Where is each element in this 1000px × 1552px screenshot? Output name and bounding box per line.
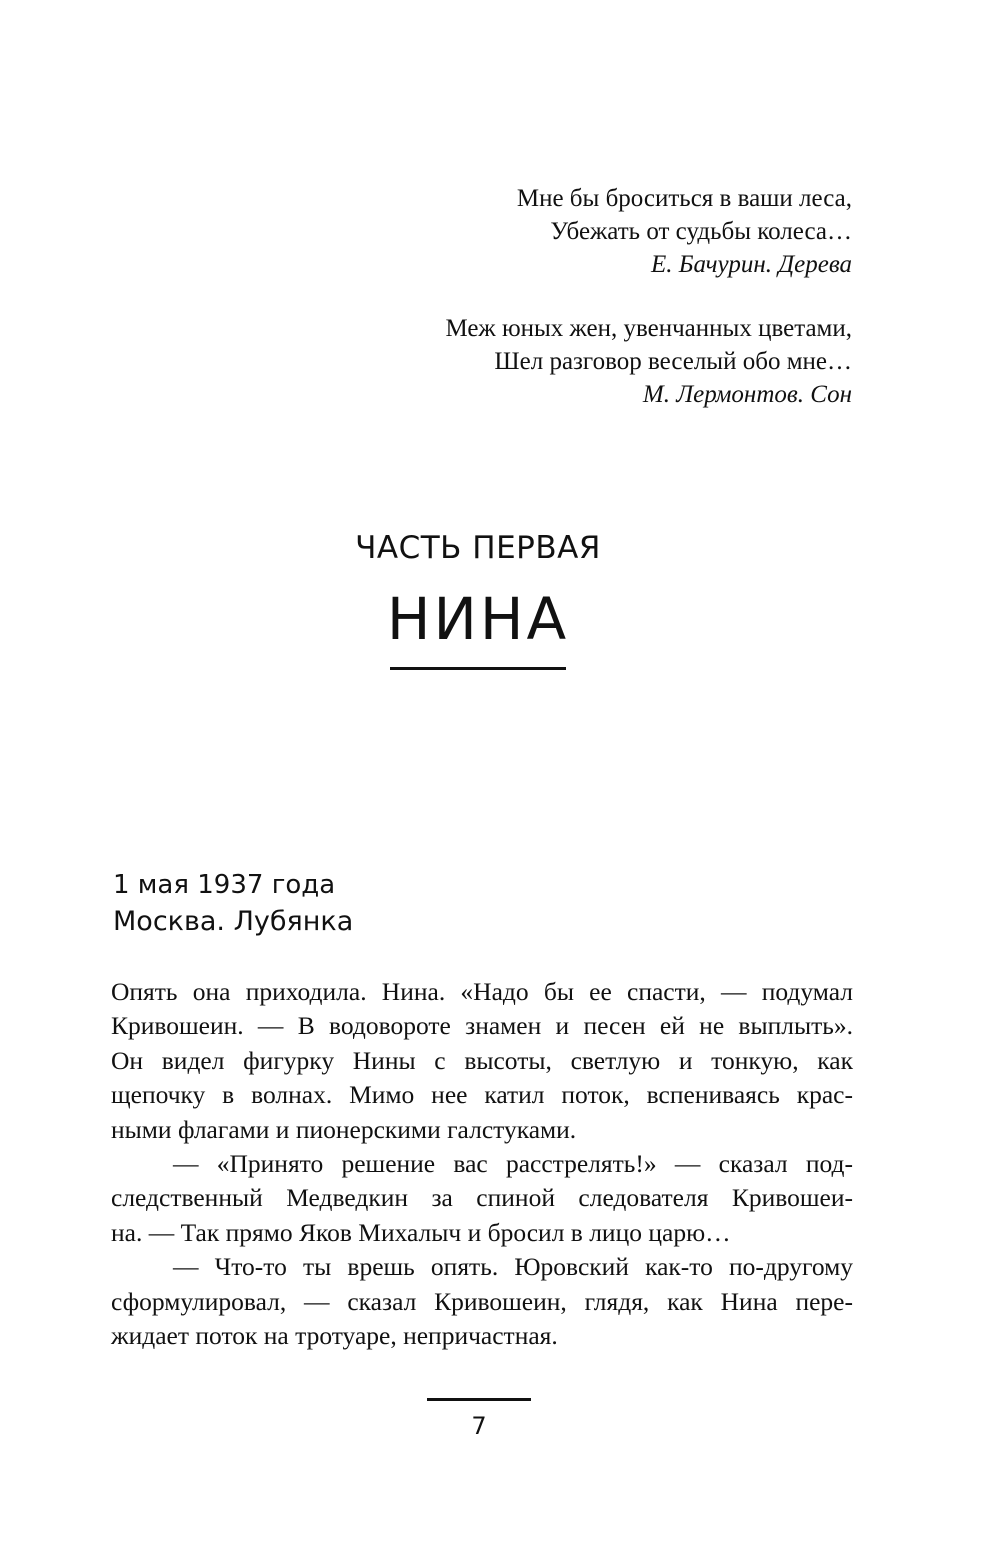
epigraph-attribution: Е. Бачурин. Дерева: [650, 251, 852, 278]
epigraph-lermontov: [445, 312, 852, 411]
epigraph-line: Шел разговор веселый обо мне…: [494, 348, 852, 375]
body-line: жидает поток на тротуаре, непричастная.: [111, 1320, 558, 1350]
body-line: ными флагами и пионерскими галстуками.: [111, 1114, 577, 1144]
body-line: следственный Медведкин за спиной следователя Кривошеи-: [111, 1183, 853, 1213]
footer-divider: [427, 1398, 531, 1401]
body-line: Кривошеин. — В водовороте знамен и песен ей не выплыть».: [111, 1011, 853, 1041]
body-line: — «Принято решение вас расстрелять!» — сказал под-: [173, 1148, 853, 1178]
epigraph-line: Убежать от судьбы колеса…: [550, 218, 852, 245]
body-line: Опять она приходила. Нина. «Надо бы ее спасти, — подумал: [111, 977, 853, 1006]
body-line: сформулировал, — сказал Кривошеин, глядя, как Нина пере-: [111, 1286, 853, 1316]
body-line: — Что-то ты врешь опять. Юровский как-то по-другому: [173, 1252, 853, 1282]
part-label: ЧАСТЬ ПЕРВАЯ: [355, 530, 601, 566]
chapter-place: Москва. Лубянка: [113, 906, 354, 937]
epigraph-line: Меж юных жен, увенчанных цветами,: [445, 315, 852, 342]
epigraph-attribution: М. Лермонтов. Сон: [642, 381, 852, 408]
body-text: [111, 975, 853, 1353]
epigraph-line: Мне бы броситься в ваши леса,: [516, 185, 852, 212]
epigraph-bachurin: [517, 182, 852, 281]
body-line: Он видел фигурку Нины с высоты, светлую и тонкую, как: [111, 1045, 853, 1075]
body-line: на. — Так прямо Яков Михалыч и бросил в лицо царю…: [111, 1217, 731, 1247]
body-line: щепочку в волнах. Мимо нее катил поток, вспениваясь крас-: [111, 1080, 853, 1110]
page-number: 7: [471, 1412, 487, 1440]
chapter-date: 1 мая 1937 года: [113, 870, 336, 900]
title-divider: [390, 667, 566, 670]
part-title: НИНА: [386, 585, 570, 653]
